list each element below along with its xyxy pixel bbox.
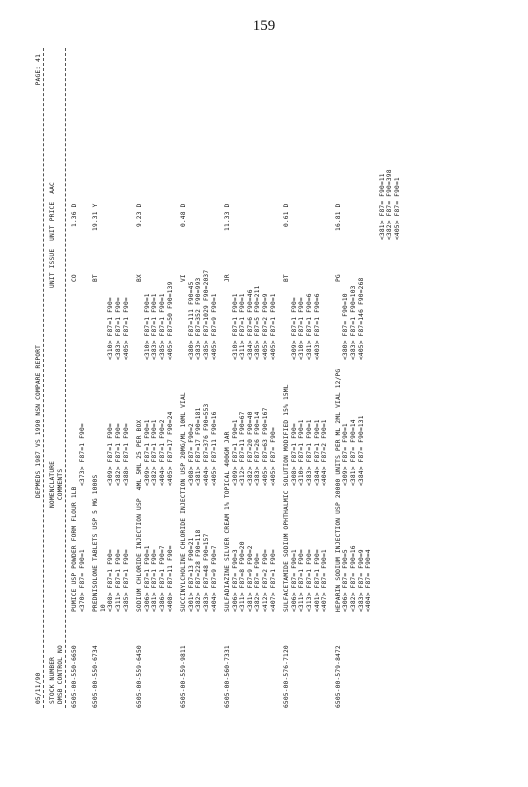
usage-cell-mid: <312> F87=11 F90=67 [239, 411, 247, 486]
usage-cell-mid: <308> F87= F90=2 [187, 423, 195, 486]
usage-cell-right: <310> F87=1 F90= [298, 297, 306, 360]
entry-main-line [283, 48, 291, 708]
usage-cell-mid: <405> F87=11 F90=16 [210, 411, 218, 486]
usage-cell-mid: <308> F87=1 F90= [290, 423, 298, 486]
usage-row [262, 48, 270, 708]
usage-cell-right: <405> F87=1 F90=1 [269, 293, 277, 360]
usage-cell-left: <404> F87= F90=4 [365, 549, 373, 612]
usage-cell-left: <311> F87=1 F90= [114, 549, 122, 612]
usage-cell-left: <385> F87=1 F90= [122, 549, 130, 612]
column-head-control-no: DMSB CONTROL NO [56, 645, 64, 704]
report-page-label: PAGE: 41 [35, 54, 42, 86]
entry-main-line [335, 48, 343, 708]
column-head-stock [49, 645, 64, 704]
usage-cell-left: <383> F87=48 F90=157 [202, 533, 210, 612]
unit-price-text: BT 19.31 Y [92, 203, 100, 282]
usage-cell-mid: <382> F87=20 F90=40 [246, 411, 254, 486]
unit-price-text: PG 16.81 D [334, 203, 342, 282]
usage-cell-mid: <388> F87=1 F90= [122, 423, 130, 486]
stock-number: 6505-00-560-7331 [224, 645, 232, 708]
unit-price-text: CO 1.36 D [71, 203, 78, 282]
column-head-unit: UNIT ISSUE UNIT PRICE AAC [49, 182, 56, 288]
usage-cell-right: <385> F87=1029 F90=2037 [202, 269, 210, 360]
usage-cell-mid: <384> F87=1 F90=1 [313, 419, 321, 486]
usage-cell-left: <383> F87= F90=9 [357, 549, 365, 612]
list-item [224, 48, 277, 708]
usage-row [247, 48, 255, 708]
usage-cell-right [79, 242, 87, 360]
usage-row [144, 48, 152, 708]
usage-row [291, 48, 299, 708]
usage-cell-left: <306> F87= F90=3 [231, 549, 239, 612]
usage-cell-mid [100, 368, 108, 486]
usage-cell-right: <383> F87=352 F90=993 [195, 277, 203, 360]
usage-row [365, 48, 373, 708]
usage-row [203, 48, 211, 708]
usage-cell-left: <407> F87= F90=1 [321, 549, 329, 612]
usage-cell-left: <407> F87=1 F90= [269, 549, 277, 612]
usage-cell-left: <401> F87=1 F90= [313, 549, 321, 612]
nomenclature-text: SODIUM CHLORIDE INJECTION USP 4ML 5ML 25 PER BOX [136, 419, 144, 612]
usage-row [358, 48, 366, 708]
usage-cell-left: <386> F87=1 F90=7 [158, 545, 166, 612]
usage-cell-right: <385> F87=5 F90=211 [254, 285, 262, 360]
entry-main-line [136, 48, 144, 708]
usage-row [298, 48, 306, 708]
usage-cell-left: <382> F87=228 F90=118 [195, 529, 203, 612]
usage-cell-left: <311> F87=8 F90=20 [239, 541, 247, 612]
entry-main-line [71, 48, 79, 708]
usage-row [394, 48, 402, 708]
nomenclature-text: PUMICE USP POWDER FORM FLOUR 1LB [71, 486, 78, 612]
entry-main-line [92, 48, 100, 708]
usage-cell-right: <405> F87=1 F90= [122, 297, 130, 360]
column-head-comments-label: COMMENTS [56, 468, 64, 501]
usage-cell-left: <382> F87= F90= [254, 553, 262, 612]
usage-row [115, 48, 123, 708]
usage-row [342, 48, 350, 708]
usage-cell-mid: <405> F87=17 F90=24 [166, 411, 174, 486]
column-head-nomenclature [49, 461, 64, 508]
rotated-printout [33, 48, 493, 708]
entry-list [71, 48, 408, 708]
entry-main-line [180, 48, 188, 708]
usage-cell-mid: <309> F87=1 F90=1 [231, 419, 239, 486]
usage-cell-mid: <404> F87=1 F90=2 [158, 419, 166, 486]
usage-cell-mid: <309> F87=1 F90= [107, 423, 115, 486]
usage-cell-left: <404> F87=9 F90=7 [210, 545, 218, 612]
usage-cell-mid: <405> F87=63 F90=167 [262, 407, 270, 486]
nomenclature-text: SUCCINYLCHOLINE CHLORIDE INJECTION USP 20MG/ML 10ML VIAL [180, 392, 188, 612]
usage-cell-right: <382> F87= F90=398 [386, 169, 394, 240]
usage-row [314, 48, 322, 708]
usage-row [306, 48, 314, 708]
report-date: 05/11/90 [35, 672, 42, 704]
usage-cell-right: <384> F87=6 F90=46 [246, 289, 254, 360]
usage-cell-left: <381> F87=1 F90= [151, 549, 159, 612]
usage-row [232, 48, 240, 708]
nomenclature-text: SULFACETAMIDE SODIUM OPHTHALMIC SOLUTION MODIFIED 15% 15ML [283, 384, 291, 612]
usage-row [107, 48, 115, 708]
usage-cell-right: <385> F87=1 F90=1 [158, 293, 166, 360]
usage-cell-left: <381> F87=9 F90=2 [246, 545, 254, 612]
usage-cell-mid: <381> F87=17 F90=181 [195, 407, 203, 486]
usage-cell-right: <311> F87=1 F90=1 [239, 293, 247, 360]
usage-row [167, 48, 175, 708]
usage-cell-left: <412> F87=2 F90= [262, 549, 270, 612]
usage-cell-right: <405> F87=146 F90=268 [357, 277, 365, 360]
usage-row [100, 48, 108, 708]
usage-cell-right: <309> F87=1 F90= [290, 297, 298, 360]
usage-cell-mid: <405> F87= F90= [269, 427, 277, 486]
stock-number: 6505-00-579-8472 [334, 645, 342, 708]
unit-price-text: BX 9.23 D [136, 203, 144, 282]
usage-row [270, 48, 278, 708]
usage-row [350, 48, 358, 708]
nomenclature-text: HEPARIN SODIUM INJECTION USP 20000 UNITS PER ML 2ML VIAL 12/PG [334, 368, 342, 612]
usage-cell-mid: <309> F87=1 F90=1 [143, 419, 151, 486]
usage-row [239, 48, 247, 708]
usage-cell-left: <382> F87= F90=16 [350, 545, 357, 612]
usage-row [254, 48, 262, 708]
usage-cell-right: <380> F87= F90=10 [342, 293, 350, 360]
unit-price-text: JR 11.33 D [224, 203, 232, 282]
nomenclature-text: PREDNISOLONE TABLETS USP 5 MG 1000S [92, 474, 100, 612]
unit-price-text: BT 0.61 D [283, 203, 291, 282]
usage-row [159, 48, 167, 708]
usage-row [195, 48, 203, 708]
usage-row [211, 48, 219, 708]
usage-cell-left: <311> F87=1 F90= [298, 549, 306, 612]
usage-cell-mid: <404> F87=376 F90=553 [202, 403, 210, 486]
usage-cell-right: <405> F87=50 F90=139 [166, 281, 174, 360]
list-item [283, 48, 329, 708]
usage-cell-right: <383> F87=1 F90=103 [350, 285, 357, 360]
usage-row [188, 48, 196, 708]
usage-cell-mid: <373> F87=1 F90= [78, 423, 86, 486]
usage-cell-mid: <309> F87= F90=1 [342, 423, 350, 486]
usage-cell-left: <408> F87=11 F90= [166, 545, 174, 612]
usage-cell-mid: <382> F87=1 F90= [114, 423, 122, 486]
usage-cell-mid: <404> F87=2 F90=1 [321, 419, 329, 486]
usage-cell-right: <405> F87= F90=1 [393, 177, 401, 240]
usage-cell-right: <405> F87=2 F90=9 [262, 293, 270, 360]
entry-main-line [224, 48, 232, 708]
usage-cell-right: <403> F87=1 F90=6 [313, 293, 321, 360]
list-item [71, 48, 86, 708]
header-rule-bottom [65, 48, 66, 708]
usage-cell-left: 10 [99, 604, 107, 612]
usage-cell-right [321, 242, 329, 360]
usage-cell-right: <310> F87=1 F90=1 [231, 293, 239, 360]
usage-row [79, 48, 87, 708]
usage-cell-mid: <383> F87=1 F90=1 [306, 419, 314, 486]
stock-number: 6505-00-550-6734 [92, 645, 100, 708]
usage-cell-left: <301> F87=13 F90=21 [187, 537, 195, 612]
usage-row [386, 48, 394, 708]
usage-cell-mid: <310> F87=1 F90=1 [298, 419, 306, 486]
usage-cell-right: <381> F87= F90=11 [378, 173, 386, 240]
usage-cell-left: <313> F87=1 F90= [306, 549, 314, 612]
list-item [136, 48, 174, 708]
stock-number: 6505-00-550-6650 [71, 645, 78, 708]
usage-cell-right: <310> F87=1 F90=1 [143, 293, 151, 360]
usage-cell-right: <310> F87=1 F90= [107, 297, 115, 360]
usage-cell-mid: <381> F87= F90=14 [350, 419, 357, 486]
usage-cell-mid: <383> F87=26 F90=14 [254, 411, 262, 486]
stock-number: 6505-00-559-6450 [136, 645, 144, 708]
usage-cell-left: <306> F87=1 F90=1 [143, 545, 151, 612]
usage-cell-right: <383> F87=1 F90= [114, 297, 122, 360]
report-header [35, 48, 65, 708]
stock-number: 6505-00-576-7120 [283, 645, 291, 708]
page-number: 159 [252, 18, 276, 34]
usage-row [123, 48, 131, 708]
stock-number: 6505-00-559-9811 [180, 645, 188, 708]
usage-row [379, 48, 387, 708]
usage-row [321, 48, 329, 708]
usage-cell-left: <308> F87=1 F90= [107, 549, 115, 612]
usage-cell-right: <381> F87=1 F90=6 [306, 293, 314, 360]
usage-cell-right [365, 242, 373, 360]
usage-cell-right: <383> F87=1 F90=1 [151, 293, 159, 360]
column-head-stock-number: STOCK NUMBER [49, 656, 56, 704]
usage-cell-mid: <384> F87= F90=131 [357, 415, 365, 486]
unit-price-text: VI 0.48 D [180, 203, 188, 282]
usage-cell-mid [365, 368, 373, 486]
usage-row [151, 48, 159, 708]
usage-cell-left: <370> F87= F90=1 [78, 549, 86, 612]
trailing-block [379, 48, 402, 708]
usage-cell-right [100, 242, 108, 360]
usage-cell-mid: <382> F87=1 F90=1 [151, 419, 159, 486]
usage-cell-right: <405> F87=9 F90=1 [210, 293, 218, 360]
list-item [92, 48, 130, 708]
list-item [180, 48, 218, 708]
list-item [335, 48, 373, 708]
nomenclature-text: SULFADIAZINE SILVER CREAM 1% TOPICAL 400GM JAR [224, 431, 232, 612]
usage-cell-left: <306> F87= F90=5 [342, 549, 350, 612]
usage-cell-right: <380> F87=111 F90=45 [187, 281, 195, 360]
column-head-nomenclature-label: NOMENCLATURE [49, 460, 56, 508]
usage-cell-left: <306> F87= F90=1 [290, 549, 298, 612]
report-title: DEPMEDS 1987 VS 1990 NSN COMPARE REPORT [35, 344, 42, 498]
